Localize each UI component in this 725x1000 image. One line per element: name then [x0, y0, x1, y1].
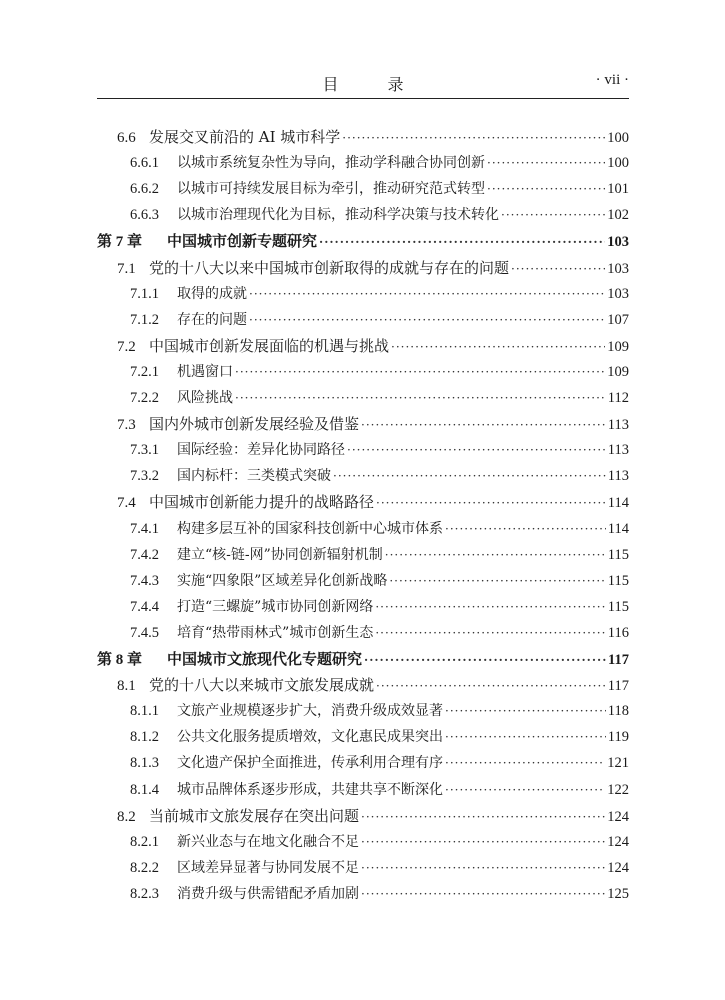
toc-leader-dots [361, 413, 606, 437]
toc-entry-sub[interactable] [130, 517, 629, 541]
toc-leader-dots [347, 438, 606, 462]
toc-entry-page: 124 [607, 808, 629, 825]
toc-entry-number: 7.4.4 [130, 598, 159, 615]
toc-leader-dots [487, 177, 605, 201]
toc-entry-number: 7.4.1 [130, 520, 159, 537]
toc-entry-number: 8.2.2 [130, 859, 159, 876]
toc-leader-dots [375, 621, 605, 645]
toc-leader-dots [445, 699, 606, 723]
toc-entry-title: 存在的问题 [177, 311, 247, 328]
toc-entry-number: 8.1.3 [130, 755, 159, 772]
toc-entry-title: 国际经验：差异化协同路径 [177, 442, 345, 459]
toc-leader-dots [342, 126, 605, 150]
toc-entry-number: 7.1.1 [130, 285, 159, 302]
toc-entry-number: 6.6.1 [130, 155, 159, 172]
toc-entry-sub[interactable] [130, 177, 629, 201]
toc-leader-dots [361, 882, 605, 906]
toc-entry-number: 7.4.5 [130, 624, 159, 641]
toc-entry-title: 中国城市创新专题研究 [167, 232, 318, 251]
toc-entry-title: 以城市系统复杂性为导向，推动学科融合协同创新 [177, 155, 485, 172]
toc-entry-number: 6.6.2 [130, 181, 159, 198]
toc-entry-page: 122 [607, 781, 629, 798]
toc-leader-dots [249, 308, 605, 332]
toc-leader-dots [361, 856, 605, 880]
toc-entry-title: 国内外城市创新发展经验及借鉴 [149, 415, 360, 434]
toc-entry-page: 116 [607, 624, 629, 641]
toc-entry-title: 建立“核-链-网”协同创新辐射机制 [177, 546, 383, 563]
toc-entry-page: 124 [607, 833, 629, 850]
toc-leader-dots [319, 230, 605, 254]
toc-entry-sub[interactable] [130, 751, 629, 775]
toc-leader-dots [445, 751, 605, 775]
toc-entry-number: 6.6.3 [130, 207, 159, 224]
toc-entry-page: 117 [608, 652, 629, 668]
toc-entry-sub[interactable] [130, 778, 629, 802]
toc-entry-title: 打造“三螺旋”城市协同创新网络 [177, 598, 374, 615]
toc-entry-number: 7.3.1 [130, 442, 159, 459]
toc-entry-number: 8.2.3 [130, 885, 159, 902]
toc-entry-number: 第 8 章 [97, 652, 143, 668]
toc-entry-page: 103 [607, 234, 629, 251]
toc-entry-number: 7.1.2 [130, 311, 159, 328]
toc-entry-page: 100 [607, 155, 629, 172]
toc-leader-dots [445, 517, 606, 541]
toc-leader-dots [385, 543, 606, 567]
toc-entry-sub[interactable] [130, 282, 629, 306]
toc-entry-title: 风险挑战 [177, 390, 233, 406]
toc-entry-title: 城市品牌体系逐步形成，共建共享不断深化 [177, 781, 443, 798]
toc-leader-dots [375, 595, 605, 619]
toc-entry-page: 113 [607, 468, 629, 485]
toc-entry-sub[interactable] [130, 856, 629, 880]
toc-entry-number: 8.1.4 [130, 781, 159, 798]
toc-entry-sub[interactable] [130, 308, 629, 332]
toc-entry-page: 117 [607, 678, 629, 695]
toc-entry-number: 8.1 [117, 678, 136, 695]
toc-leader-dots [445, 778, 605, 802]
toc-leader-dots [361, 805, 605, 829]
toc-entry-page: 113 [607, 417, 629, 434]
toc-leader-dots [501, 203, 605, 227]
toc-entry-page: 115 [607, 598, 629, 615]
toc-entry-number: 8.2 [117, 808, 136, 825]
toc-entry-section[interactable] [117, 490, 629, 514]
toc-entry-title: 国内标杆：三类模式突破 [177, 468, 331, 485]
toc-entry-number: 7.2 [117, 338, 136, 355]
toc-entry-title: 新兴业态与在地文化融合不足 [177, 833, 359, 850]
toc-entry-section[interactable] [117, 125, 629, 149]
toc-entry-page: 121 [607, 755, 629, 772]
toc-entry-sub[interactable] [130, 595, 629, 619]
toc-entry-title: 公共文化服务提质增效，文化惠民成果突出 [177, 729, 443, 746]
running-header [97, 70, 629, 100]
toc-entry-page: 113 [607, 442, 629, 459]
toc-entry-number: 7.2.1 [130, 363, 159, 380]
header-rule [97, 98, 629, 99]
header-title: 目 录 [322, 75, 426, 94]
toc-entry-number: 第 7 章 [97, 234, 143, 251]
toc-leader-dots [445, 725, 606, 749]
toc-leader-dots [249, 282, 605, 306]
toc-entry-sub[interactable] [130, 360, 629, 384]
toc-entry-sub[interactable] [130, 725, 629, 749]
toc-entry-page: 103 [607, 260, 629, 277]
toc-entry-page: 109 [607, 338, 629, 355]
toc-entry-title: 以城市治理现代化为目标，推动科学决策与技术转化 [177, 207, 499, 224]
toc-entry-page: 124 [607, 859, 629, 876]
toc-entry-sub[interactable] [130, 569, 629, 593]
toc-entry-title: 党的十八大以来中国城市创新取得的成就与存在的问题 [149, 258, 510, 277]
toc-leader-dots [235, 386, 606, 410]
toc-leader-dots [511, 257, 605, 281]
toc-entry-title: 文化遗产保护全面推进，传承利用合理有序 [177, 755, 443, 772]
toc-leader-dots [376, 674, 606, 698]
toc-leader-dots [389, 569, 605, 593]
toc-entry-section[interactable] [117, 334, 629, 358]
toc-entry-section[interactable] [117, 673, 629, 697]
toc-entry-title: 中国城市创新发展面临的机遇与挑战 [149, 336, 390, 355]
toc-leader-dots [364, 648, 606, 672]
toc-entry-title: 文旅产业规模逐步扩大，消费升级成效显著 [177, 703, 443, 720]
toc-entry-title: 中国城市创新能力提升的战略路径 [149, 493, 375, 512]
toc-entry-number: 8.1.2 [130, 729, 159, 746]
toc-entry-title: 区域差异显著与协同发展不足 [177, 859, 359, 876]
toc-entry-sub[interactable] [130, 699, 629, 723]
toc-entry-section[interactable] [117, 256, 629, 280]
toc-entry-title: 中国城市文旅现代化专题研究 [167, 650, 363, 668]
toc-entry-number: 7.3.2 [130, 468, 159, 485]
toc-entry-sub[interactable] [130, 830, 629, 854]
toc-leader-dots [487, 151, 605, 175]
toc-entry-page: 100 [607, 130, 629, 146]
toc-leader-dots [333, 464, 606, 488]
toc-entry-chapter[interactable] [97, 229, 629, 253]
toc-entry-sub[interactable] [130, 882, 629, 906]
toc-entry-number: 7.4 [117, 495, 136, 512]
toc-entry-number: 6.6 [117, 130, 136, 146]
toc-entry-page: 119 [607, 729, 629, 746]
toc-entry-page: 118 [607, 703, 629, 720]
toc-entry-section[interactable] [117, 412, 629, 436]
toc-entry-sub[interactable] [130, 386, 629, 410]
toc-entry-number: 7.1 [117, 260, 136, 277]
toc-entry-chapter[interactable] [97, 647, 629, 671]
toc-entry-page: 114 [607, 520, 629, 537]
toc-entry-page: 112 [607, 390, 629, 406]
toc-entry-sub[interactable] [130, 621, 629, 645]
toc-entry-page: 102 [607, 207, 629, 224]
toc-entry-title: 以城市可持续发展目标为牵引，推动研究范式转型 [177, 181, 485, 198]
toc-leader-dots [391, 335, 605, 359]
toc-entry-title: 培育“热带雨林式”城市创新生态 [177, 624, 374, 641]
toc-entry-page: 115 [607, 572, 629, 589]
toc-entry-title: 当前城市文旅发展存在突出问题 [149, 806, 360, 825]
toc-entry-title: 构建多层互补的国家科技创新中心城市体系 [177, 520, 443, 537]
toc-entry-title: 实施“四象限”区域差异化创新战略 [177, 572, 388, 589]
toc-entry-sub[interactable] [130, 151, 629, 175]
toc-leader-dots [376, 491, 606, 515]
toc-entry-page: 103 [607, 285, 629, 302]
toc-entry-page: 101 [607, 181, 629, 198]
toc-entry-sub[interactable] [130, 203, 629, 227]
toc-entry-number: 7.2.2 [130, 390, 159, 406]
toc-entry-page: 114 [607, 495, 629, 512]
toc-entry-number: 7.3 [117, 417, 136, 434]
toc-entry-page: 115 [607, 546, 629, 563]
toc-entry-title: 取得的成就 [177, 285, 247, 302]
header-page-number: · vii · [595, 72, 629, 88]
toc-entry-title: 机遇窗口 [177, 363, 233, 380]
toc-entry-page: 125 [607, 885, 629, 902]
toc-entry-section[interactable] [117, 804, 629, 828]
toc-entry-page: 109 [607, 363, 629, 380]
toc-leader-dots [361, 830, 605, 854]
toc-entry-page: 107 [607, 311, 629, 328]
toc-entry-number: 8.2.1 [130, 833, 159, 850]
toc-entry-title: 党的十八大以来城市文旅发展成就 [149, 676, 375, 695]
toc-entry-number: 8.1.1 [130, 703, 159, 720]
toc-entry-sub[interactable] [130, 464, 629, 488]
toc-entry-sub[interactable] [130, 543, 629, 567]
toc-entry-number: 7.4.3 [130, 572, 159, 589]
toc-leader-dots [235, 360, 605, 384]
toc-entry-sub[interactable] [130, 438, 629, 462]
toc-entry-title: 发展交叉前沿的 AI 城市科学 [149, 128, 341, 146]
toc-entry-title: 消费升级与供需错配矛盾加剧 [177, 885, 359, 902]
toc-entry-number: 7.4.2 [130, 546, 159, 563]
